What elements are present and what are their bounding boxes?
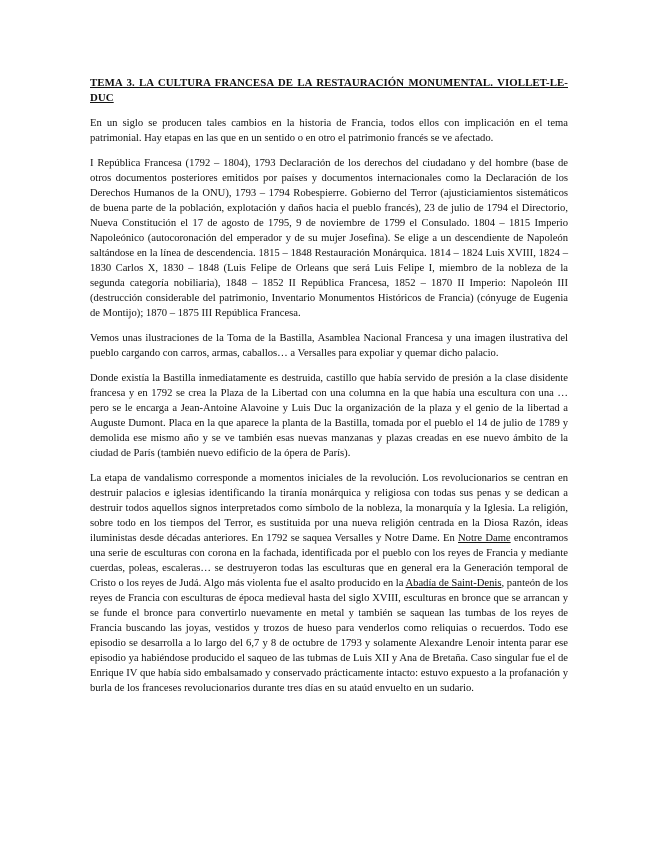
paragraph-text: Donde existía la Bastilla inmediatamente es destruida, castillo que había servido de presión a la clase disidente francesa y en 1792 se crea la Plaza de la Libertad con una columna en la que había una escultura con una … pero se le encarga a Jean-Antoine Alavoine y Luis Duc la organización de la plaza y el genio de la libertad a Auguste Dumont. Placa en la que aparece la planta de la Bastilla, tomada por el pueblo el 14 de julio de 1789 y demolida ese mismo año y se ve también esas nuevas manzanas y plazas creadas en ese nuevo ámbito de la ciudad de París (también nuevo edificio de la ópera de París).: [90, 373, 568, 459]
paragraph: [90, 116, 568, 146]
paragraph-text: La etapa de vandalismo corresponde a momentos iniciales de la revolución. Los revolucionarios se centran en destruir palacios e iglesias identificando la tiranía monárquica y religiosa con todas sus penas y se dedican a destruir todos aquellos signos interpretados como símbolo de la nobleza, la monarquía y la Iglesia. La religión, sobre todo en los tiempos del Terror, es sustituida por una nueva religión centrada en la Diosa Razón, ideas iluministas desde décadas anteriores. En 1792 se saquea Versalles y Notre Dame. En: [90, 473, 568, 544]
paragraph: [90, 331, 568, 361]
document-page: [90, 76, 568, 706]
paragraph-text: Vemos unas ilustraciones de la Toma de la Bastilla, Asamblea Nacional Francesa y una imagen ilustrativa del pueblo cargando con carros, armas, caballos… a Versalles para expoliar y quemar dicho palacio.: [90, 333, 568, 359]
underlined-term-notre-dame: Notre Dame: [458, 533, 511, 544]
paragraph: [90, 156, 568, 321]
paragraph-text: , panteón de los reyes de Francia con esculturas de época medieval hasta del siglo XVIII, esculturas en bronce que se arrancan y se funde el bronce para convertirlo nuevamente en metal y también se saquean las tumbas de los reyes de Francia buscando las joyas, vestidos y trozos de hueso para venderlos como reliquias o recuerdos. Todo ese episodio se desarrolla a lo largo del 6,7 y 8 de octubre de 1793 y solamente Alexandre Lenoir intenta parar ese episodio ya habiéndose producido el saqueo de las tubmas de Luis XII y Ana de Bretaña. Caso singular fue el de Enrique IV que había sido embalsamado y conservado prácticamente intacto: estuvo expuesto a la profanación y burla de los franceses revolucionarios durante tres días en su ataúd envuelto en un sudario.: [90, 578, 568, 694]
paragraph: [90, 371, 568, 461]
paragraph: [90, 471, 568, 696]
paragraph-text: encontramos una serie de esculturas con corona en la fachada, identificada por el pueblo con los reyes de Francia y mediante cuerdas, poleas, escaleras… se destruyeron todas las esculturas que en general era la Generación temporal de Cristo o los reyes de Judá. Algo más violenta fue el asalto producido en la: [90, 533, 568, 589]
paragraph-text: I República Francesa (1792 – 1804), 1793 Declaración de los derechos del ciudadano y del hombre (base de otros documentos posteriores emitidos por países y documentos internacionales como la Declaración de los Derechos Humanos de la ONU), 1793 – 1794 Robespierre. Gobierno del Terror (ajusticiamientos sistemáticos de buena parte de la población, explotación y daños hacia el pueblo francés), 23 de julio de 1794 el Directorio, Nueva Constitución el 17 de agosto de 1795, 9 de noviembre de 1799 el Consulado. 1804 – 1815 Imperio Napoleónico (autocoronación del emperador y de su mujer Josefina). Se elige a un descendiente de Napoleón saltándose en la línea de descendencia. 1815 – 1848 Restauración Monárquica. 1814 – 1824 Luis XVIII, 1824 – 1830 Carlos X, 1830 – 1848 (Luis Felipe de Orleans que será Luis Felipe I, miembro de la nobleza de la segunda categoría nobiliaria), 1848 – 1852 II República Francesa, 1852 – 1870 II Imperio: Napoleón III (destrucción considerable del patrimonio, Inventario Monumentos Históricos de Francia) (cónyuge de Eugenia de Montijo); 1870 – 1875 III República Francesa.: [90, 158, 568, 319]
underlined-term-saint-denis: Abadía de Saint-Denis: [405, 578, 502, 589]
document-title: TEMA 3. LA CULTURA FRANCESA DE LA RESTAURACIÓN MONUMENTAL. VIOLLET-LE-DUC: [90, 77, 568, 104]
paragraph-text: En un siglo se producen tales cambios en la historia de Francia, todos ellos con implicación en el tema patrimonial. Hay etapas en las que en un sentido o en otro el patrimonio francés se ve afectado.: [90, 118, 568, 144]
